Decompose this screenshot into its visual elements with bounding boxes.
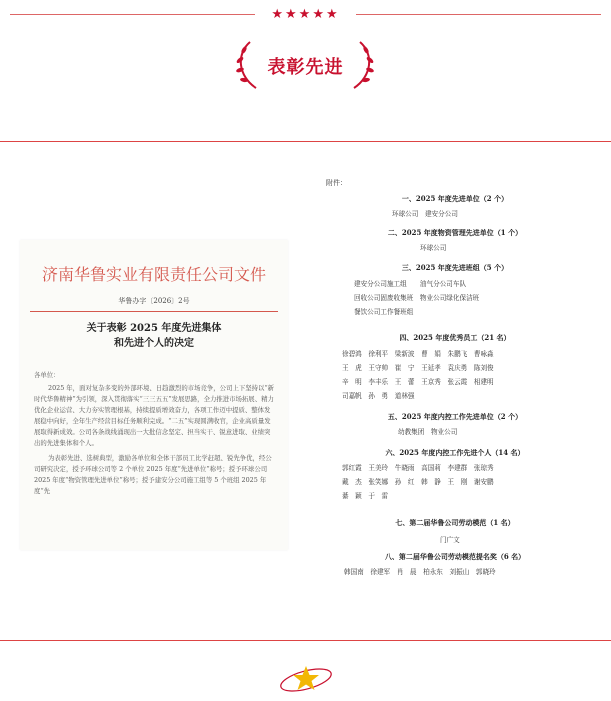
section-title: 一、2025 年度先进单位（2 个） [401, 194, 509, 203]
section-line: 环球公司 [420, 244, 447, 252]
top-divider [0, 141, 611, 142]
section-title: 八、第二届华鲁公司劳动模范提名奖（6 名） [384, 552, 526, 561]
star-orbit-icon [276, 660, 336, 696]
doc-number: 华鲁办字〔2026〕2号 [118, 297, 190, 305]
section-line: 郭红霞 王美玲 牛晓雨 高国莉 李建群 张琼秀 [342, 464, 494, 472]
section-line: 王 虎 王守帅 崔 宁 王延孝 袁庆勇 陈刘俊 [342, 364, 494, 372]
doc-title-line2: 和先进个人的决定 [114, 338, 194, 349]
section-line: 餐饮公司工作餐班组 [354, 308, 414, 316]
section-title: 七、第二届华鲁公司劳动模范（1 名） [395, 518, 515, 527]
section-title: 五、2025 年度内控工作先进单位（2 个） [387, 412, 523, 421]
paragraph-2: 为表彰先进、选树典型，激励各单位和全体干部员工比学赶超、锐先争优，经公司研究决定，授予环球公司等 2 个单位 2025 年度“先进单位”称号；授予环球公司 2025 年度“物资管理先进单位”称号；授予建安分公司施工组等 5 个班组 2025 年度“先 [34, 454, 272, 495]
paragraph-1: 2025 年，面对复杂多变的外部环境、日趋激烈的市场竞争，公司上下坚持以“新时代华鲁精神”为引领，深入贯彻落实“三三五五”发展思路，全力推进市场拓展、精力优化企业运营、大力夯实管理根基，持续提质增效奋力，各项工作迈中提质、整体发展稳中向好，全年生产经营目标任务顺利完成。“二五”实现圆满收官，企业高质量发展取得新成效。公司各条战线涌现出一大批信念坚定、担当实干、锐意进取、业绩突出的先进集体和个人。 [34, 384, 275, 447]
decision-document [20, 240, 288, 550]
section-line: 建安分公司施工组 油气分公司车队 [354, 280, 467, 288]
doc-title-line1: 关于表彰 2025 年度先进集体 [86, 323, 222, 334]
header-stars: ★★★★★ [271, 7, 340, 22]
section-line: 綦 颖 于 雷 [342, 492, 389, 500]
bottom-divider [0, 640, 611, 641]
salutation: 各单位： [34, 371, 60, 379]
section-title: 二、2025 年度物资管理先进单位（1 个） [387, 228, 523, 237]
section-line: 戴 杰 张笑娜 孙 红 韩 静 王 刚 谢安鹏 [342, 478, 494, 486]
section-line: 回收公司固废收集班 物业公司绿化保洁班 [354, 294, 480, 302]
section-title: 四、2025 年度优秀员工（21 名） [399, 333, 511, 342]
section-line: 司嘉帆 孙 勇 道林强 [342, 392, 415, 400]
section-line: 门广文 [440, 536, 460, 544]
attachment-label: 附件： [326, 179, 347, 187]
section-line: 环球公司 建安分公司 [392, 210, 458, 218]
company-header: 济南华鲁实业有限责任公司文件 [41, 265, 266, 284]
section-title: 六、2025 年度内控工作先进个人（14 名） [385, 448, 525, 457]
doc-title [20, 321, 288, 351]
section-line: 徐碧鸿 徐利平 梁新波 曹 娟 朱鹏飞 曹咏淼 [342, 350, 494, 358]
section-badge-title: 表彰先进 [267, 57, 344, 78]
doc-body [34, 370, 276, 497]
attachment-document [320, 168, 590, 588]
section-title: 三、2025 年度先进班组（5 个） [401, 263, 509, 272]
section-line: 幼教集团 物业公司 [398, 428, 458, 436]
red-divider [30, 311, 278, 312]
section-line: 辛 明 李丰乐 王 蕾 王京秀 张云霞 相建明 [342, 378, 494, 386]
section-line: 韩国南 徐建军 肖 晨 柏永东 刘振山 郭晓玲 [344, 568, 496, 576]
